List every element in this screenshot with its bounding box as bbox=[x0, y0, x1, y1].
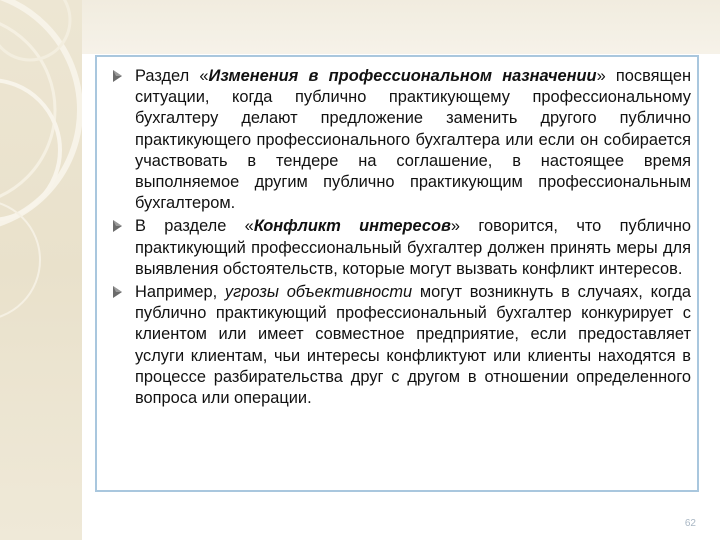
bullet-text-part: могут возникнуть в случаях, когда публично практикующий профессиональный бухгалтер конкурирует с клиентом или имеет совместное предприятие, если предоставляет услуги клиентам, чьи интересы конфликтуют или клиенты находятся в процессе разбирательства друг с другом в отношении определенного вопроса или операции. bbox=[135, 283, 691, 408]
bullet-item-conflict bbox=[117, 216, 691, 280]
bullet-text-part: Раздел « bbox=[135, 67, 209, 85]
bullet-text-part: » говорится, что публично практикующий профессиональный бухгалтер должен принять меры для выявления обстоятельств, которые могут вызвать конфликт интересов. bbox=[135, 217, 691, 278]
bullet-emphasis: Изменения в профессиональном назначении bbox=[208, 67, 597, 85]
bullet-emphasis: Конфликт интересов bbox=[253, 217, 451, 236]
content-box bbox=[95, 55, 699, 492]
slide-number: 62 bbox=[684, 518, 696, 529]
decorative-top-band bbox=[82, 0, 720, 54]
bullet-list bbox=[117, 66, 691, 411]
arrow-bullet-icon bbox=[111, 67, 125, 85]
bullet-item-example bbox=[117, 282, 691, 409]
bullet-text-part: В разделе « bbox=[135, 217, 254, 236]
decorative-circles-icon bbox=[0, 0, 82, 540]
bullet-item-substitution bbox=[117, 66, 691, 214]
arrow-bullet-icon bbox=[111, 283, 125, 301]
bullet-text-part: » посвящен ситуации, когда публично практикующему профессиональному бухгалтеру делают предложение заменить другого публично практикующего профессионального бухгалтера или если он собирается участвовать в тендере на соглашение, в настоящее время выполняемое другим публично практикующим профессиональным бухгалтером. bbox=[135, 67, 691, 213]
bullet-text-part: Например, bbox=[135, 283, 225, 302]
bullet-emphasis: угрозы объективности bbox=[224, 283, 413, 302]
arrow-bullet-icon bbox=[111, 217, 125, 235]
decorative-side-band bbox=[0, 0, 82, 540]
